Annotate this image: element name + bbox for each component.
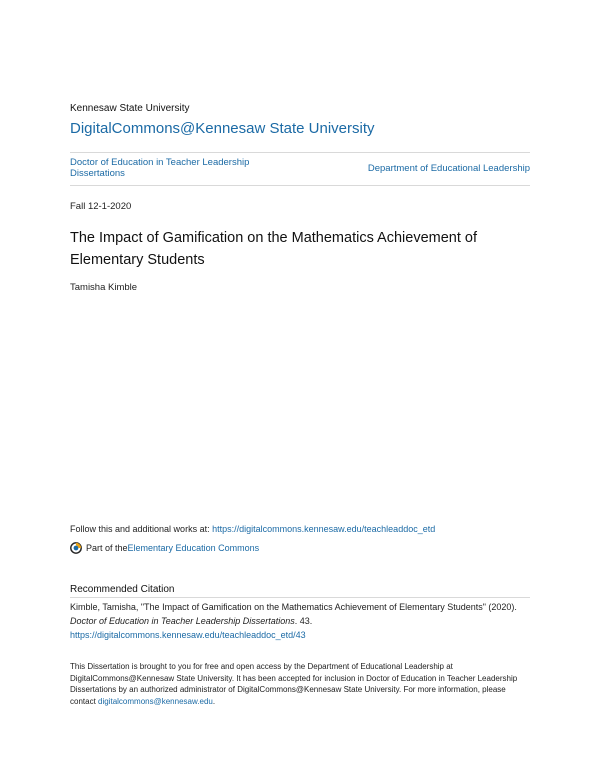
cover-page [70,0,530,776]
notice-end: . [212,696,216,706]
part-of-prefix: Part of the [86,543,128,553]
follow-url-link[interactable]: https://digitalcommons.kennesaw.edu/teachleaddoc_etd [212,524,436,534]
commons-link[interactable]: Elementary Education Commons [127,543,260,553]
citation-body [70,600,530,642]
collection-link-dissertations[interactable]: Doctor of Education in Teacher Leadership Dissertations [70,157,250,179]
divider-citation [70,597,530,598]
notice-text: This Dissertation is brought to you for free and open access by the Department of Educational Leadership at DigitalCommons@Kennesaw State University. It has been accepted for inclusion in Doctor of Education in Teacher Leadership Dissertations by an authorized administrator of DigitalCommons@Kennesaw State University. For more information, please contact [70,662,518,706]
part-of-line [70,542,259,554]
follow-line [70,524,435,534]
document-title: The Impact of Gamification on the Mathematics Achievement of Elementary Students [70,230,477,268]
access-notice [70,661,532,707]
publication-date: Fall 12-1-2020 [70,201,132,212]
divider-top [70,152,530,153]
citation-heading: Recommended Citation [70,584,175,595]
department-link[interactable]: Department of Educational Leadership [367,163,530,174]
citation-url-link[interactable]: https://digitalcommons.kennesaw.edu/teachleaddoc_etd/43 [70,630,306,640]
citation-number: . 43. [294,616,313,626]
citation-text: Kimble, Tamisha, "The Impact of Gamification on the Mathematics Achievement of Elementary Students" (2020). [70,602,517,612]
institution-name: Kennesaw State University [70,103,190,114]
citation-series: Doctor of Education in Teacher Leadership Dissertations [70,616,295,626]
author-name: Tamisha Kimble [70,282,138,293]
creative-commons-icon [70,542,82,554]
contact-email-link[interactable]: digitalcommons@kennesaw.edu [98,696,213,706]
follow-prefix: Follow this and additional works at: [70,524,213,534]
divider-middle [70,185,530,186]
repository-link[interactable]: DigitalCommons@Kennesaw State University [70,120,375,137]
